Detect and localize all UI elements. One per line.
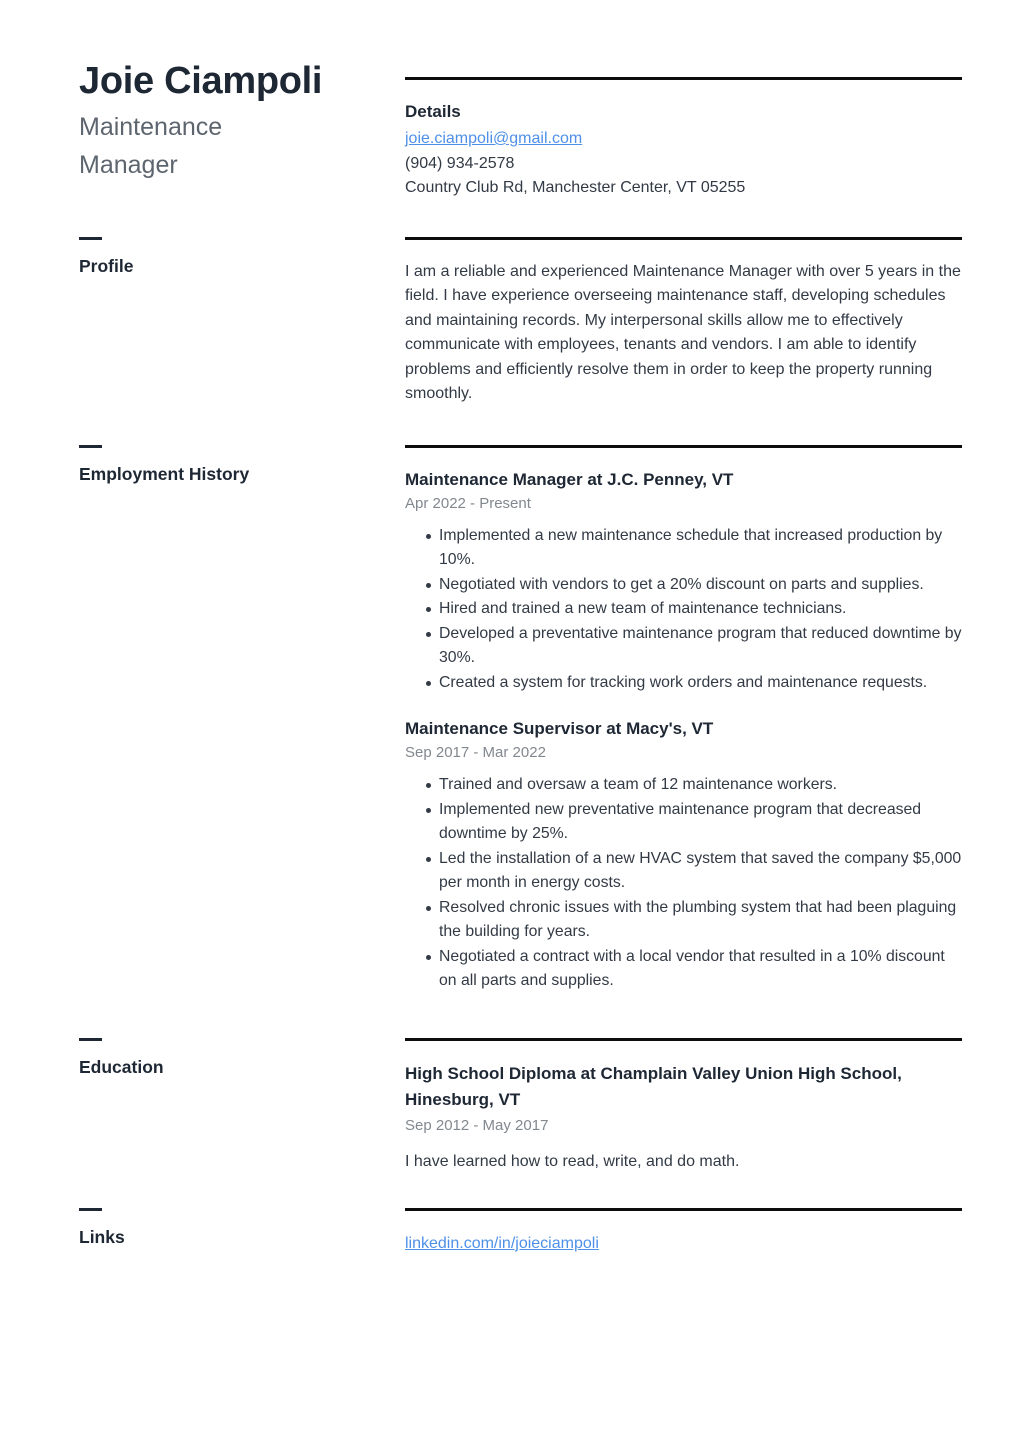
job-dates: Sep 2017 - Mar 2022 bbox=[405, 744, 546, 761]
section-divider bbox=[405, 1038, 962, 1041]
phone-number: (904) 934-2578 bbox=[405, 154, 515, 172]
links-section bbox=[79, 1208, 1024, 1257]
job-bullet-list bbox=[405, 773, 962, 994]
job-title: Maintenance Manager at J.C. Penney, VT bbox=[405, 469, 734, 489]
job-entry bbox=[405, 468, 962, 696]
profile-section bbox=[79, 237, 1024, 407]
job-bullet: Implemented new preventative maintenance program that decreased downtime by 25%. bbox=[405, 798, 962, 847]
section-divider bbox=[405, 445, 962, 448]
section-label-education: Education bbox=[79, 1056, 164, 1077]
education-title: High School Diploma at Champlain Valley Union High School, Hinesburg, VT bbox=[405, 1063, 902, 1109]
education-entry bbox=[405, 1061, 962, 1175]
section-divider bbox=[405, 77, 962, 80]
section-dash bbox=[79, 445, 102, 448]
details-heading: Details bbox=[405, 102, 461, 121]
job-bullet: Resolved chronic issues with the plumbing system that had been plaguing the building for years. bbox=[405, 896, 962, 945]
profile-text: I am a reliable and experienced Maintenance Manager with over 5 years in the field. I have experience overseeing maintenance staff, developing schedules and maintaining records. My interpersonal skills allow me to effectively communicate with employees, tenants and vendors. I am able to identify problems and efficiently resolve them in order to keep the property running smoothly. bbox=[405, 262, 961, 402]
education-description: I have learned how to read, write, and do math. bbox=[405, 1152, 740, 1170]
education-dates: Sep 2012 - May 2017 bbox=[405, 1116, 549, 1134]
section-divider bbox=[405, 1208, 962, 1211]
job-bullet: Hired and trained a new team of maintenance technicians. bbox=[405, 597, 962, 622]
section-label-employment: Employment History bbox=[79, 463, 250, 484]
education-section bbox=[79, 1038, 1024, 1175]
job-bullet: Created a system for tracking work orders and maintenance requests. bbox=[405, 671, 962, 696]
job-title: Maintenance Supervisor at Macy's, VT bbox=[405, 719, 714, 738]
employment-section bbox=[79, 445, 1024, 994]
job-bullet: Developed a preventative maintenance program that reduced downtime by 30%. bbox=[405, 622, 962, 671]
section-dash bbox=[79, 1208, 102, 1211]
section-dash bbox=[79, 237, 102, 240]
section-label-links: Links bbox=[79, 1227, 125, 1247]
person-name: Joie Ciampoli bbox=[79, 60, 323, 102]
email-link[interactable]: joie.ciampoli@gmail.com bbox=[405, 130, 583, 147]
linkedin-link[interactable]: linkedin.com/in/joieciampoli bbox=[405, 1235, 599, 1252]
job-entry bbox=[405, 717, 962, 994]
section-divider bbox=[405, 237, 962, 240]
section-label-profile: Profile bbox=[79, 255, 134, 276]
address-text: Country Club Rd, Manchester Center, VT 05255 bbox=[405, 179, 746, 196]
contact-block bbox=[405, 127, 962, 201]
person-job-title: Maintenance Manager bbox=[79, 113, 223, 179]
job-bullet: Trained and oversaw a team of 12 maintenance workers. bbox=[405, 773, 962, 798]
job-bullet-list bbox=[405, 524, 962, 696]
job-bullet: Negotiated with vendors to get a 20% discount on parts and supplies. bbox=[405, 573, 962, 598]
job-dates: Apr 2022 - Present bbox=[405, 494, 531, 512]
job-bullet: Negotiated a contract with a local vendor that resulted in a 10% discount on all parts and supplies. bbox=[405, 945, 962, 994]
header-section bbox=[79, 59, 1024, 201]
job-bullet: Led the installation of a new HVAC system that saved the company $5,000 per month in energy costs. bbox=[405, 847, 962, 896]
job-bullet: Implemented a new maintenance schedule that increased production by 10%. bbox=[405, 524, 962, 573]
section-dash bbox=[79, 1038, 102, 1041]
